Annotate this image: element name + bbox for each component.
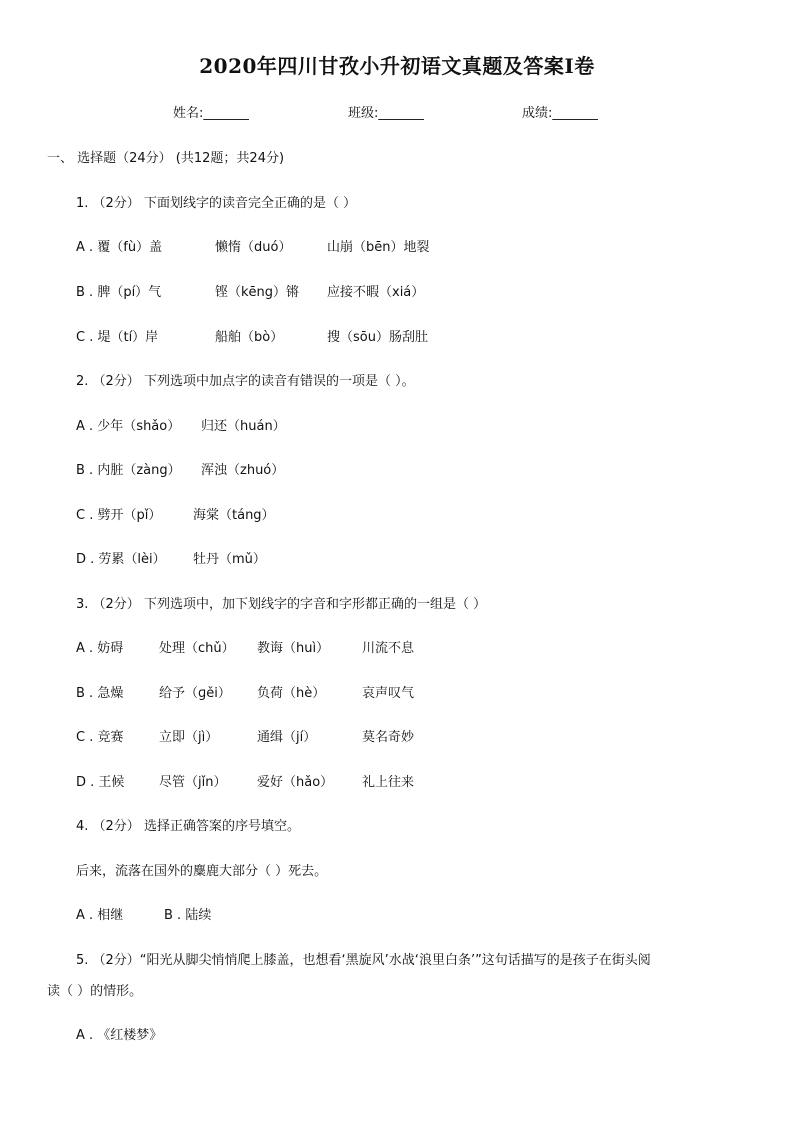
name-field: 姓名:_______ bbox=[173, 106, 249, 121]
option-part: 礼上往来 bbox=[362, 775, 415, 790]
question-3-option-b bbox=[76, 684, 414, 704]
option-part: 海棠（táng） bbox=[193, 508, 275, 523]
question-4-options bbox=[76, 906, 211, 926]
option-part: 川流不息 bbox=[362, 641, 415, 656]
question-3-stem: 3. （2分） 下列选项中，加下划线字的字音和字形都正确的一组是（ ） bbox=[76, 597, 487, 612]
question-2-stem: 2. （2分） 下列选项中加点字的读音有错误的一项是（ ）。 bbox=[76, 374, 415, 389]
option-part: A . 少年（shǎo） bbox=[76, 419, 181, 434]
option-part: 船舶（bò） bbox=[215, 330, 284, 345]
question-1-option-c bbox=[76, 328, 428, 348]
question-5-option-a: A . 《红楼梦》 bbox=[76, 1028, 163, 1043]
question-5-stem-continued: 读（ ）的情形。 bbox=[47, 984, 143, 999]
option-part: 归还（huán） bbox=[201, 419, 286, 434]
section-heading: 一、 选择题（24分） (共12题；共24分) bbox=[47, 151, 285, 166]
option-part: 立即（jì） bbox=[159, 730, 219, 745]
question-1-stem: 1. （2分） 下面划线字的读音完全正确的是（ ） bbox=[76, 196, 357, 211]
option-part: A . 覆（fù）盖 bbox=[76, 240, 163, 255]
option-part: B . 内脏（zàng） bbox=[76, 463, 181, 478]
question-1-option-a bbox=[76, 238, 430, 258]
question-2-option-c bbox=[76, 506, 275, 526]
option-part: 山崩（bēn）地裂 bbox=[327, 240, 430, 255]
question-4-text: 后来，流落在国外的麋鹿大部分（ ）死去。 bbox=[76, 864, 328, 879]
option-part: D . 劳累（lèi） bbox=[76, 552, 166, 567]
option-part: 尽管（jǐn） bbox=[159, 775, 227, 790]
option-part: B . 脾（pí）气 bbox=[76, 285, 162, 300]
class-field: 班级:_______ bbox=[348, 106, 424, 121]
option-part: 负荷（hè） bbox=[257, 686, 326, 701]
option-part: C . 竞赛 bbox=[76, 730, 124, 745]
option-part: C . 劈开（pǐ） bbox=[76, 508, 162, 523]
option-part: 爱好（hǎo） bbox=[257, 775, 334, 790]
option-part: 给予（ɡěi） bbox=[159, 686, 231, 701]
page-title: 2020年四川甘孜小升初语文真题及答案Ⅰ卷 bbox=[199, 54, 595, 78]
question-2-option-a bbox=[76, 417, 286, 437]
option-part: 莫名奇妙 bbox=[362, 730, 415, 745]
option-part: 通缉（jí） bbox=[257, 730, 317, 745]
option-part: 哀声叹气 bbox=[362, 686, 415, 701]
option-part: A . 相继 bbox=[76, 908, 124, 923]
option-part: B . 急燥 bbox=[76, 686, 124, 701]
option-part: 牡丹（mǔ） bbox=[193, 552, 266, 567]
option-part: 懒惰（duó） bbox=[215, 240, 292, 255]
option-part: 搜（sōu）肠刮肚 bbox=[327, 330, 428, 345]
question-2-option-d bbox=[76, 550, 266, 570]
option-part: 处理（chǔ） bbox=[159, 641, 235, 656]
question-5-stem: 5. （2分）“阳光从脚尖悄悄爬上膝盖，也想看‘黑旋风’水战‘浪里白条’”这句话描写的是孩子在街头阅 bbox=[76, 953, 651, 968]
question-3-option-c bbox=[76, 728, 414, 748]
option-part: 铿（kēng）锵 bbox=[215, 285, 300, 300]
score-field: 成绩:_______ bbox=[522, 106, 598, 121]
question-4-stem: 4. （2分） 选择正确答案的序号填空。 bbox=[76, 819, 300, 834]
option-part: 应接不暇（xiá） bbox=[327, 285, 425, 300]
option-part: D . 王候 bbox=[76, 775, 125, 790]
question-2-option-b bbox=[76, 461, 284, 481]
question-3-option-a bbox=[76, 639, 414, 659]
option-part: C . 堤（tí）岸 bbox=[76, 330, 159, 345]
option-part: A . 妨碍 bbox=[76, 641, 124, 656]
option-part: 浑浊（zhuó） bbox=[201, 463, 285, 478]
question-1-option-b bbox=[76, 283, 424, 303]
option-part: 教诲（huì） bbox=[257, 641, 330, 656]
option-part: B . 陆续 bbox=[164, 908, 212, 923]
question-3-option-d bbox=[76, 773, 414, 793]
